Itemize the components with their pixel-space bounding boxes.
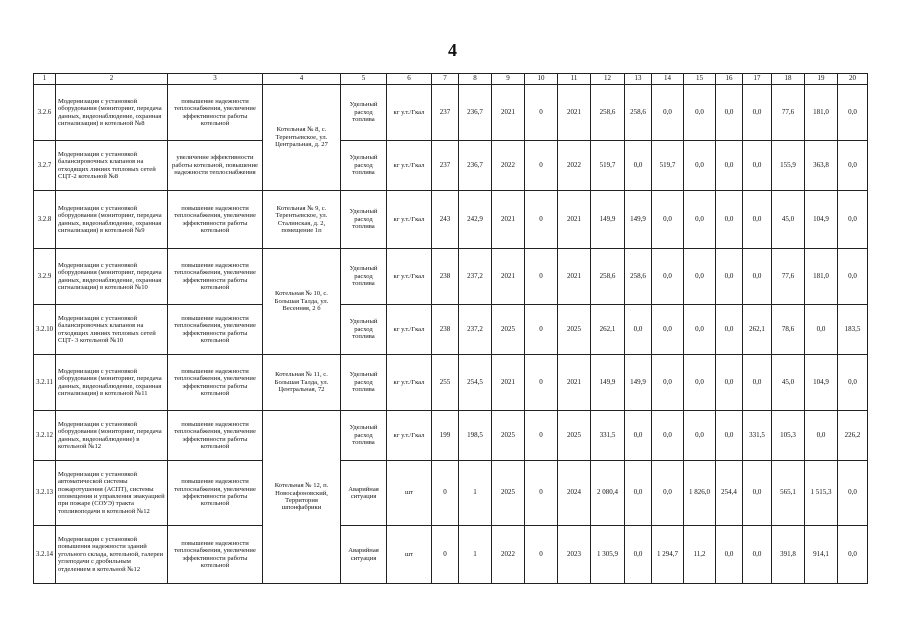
measure-goal: повышение надежности теплоснабжения, увеличение эффективности работы котельной <box>168 526 263 584</box>
header-cell: 2 <box>56 74 168 85</box>
table-row <box>34 411 868 461</box>
value-cell: 0,0 <box>625 305 652 355</box>
unit: кг у.т./Гкал <box>387 305 432 355</box>
value-cell: 255 <box>432 355 459 411</box>
value-cell: 2021 <box>492 249 525 305</box>
indicator-name: Удельный расход топлива <box>341 411 387 461</box>
value-cell: 2021 <box>492 85 525 141</box>
value-cell: 181,0 <box>805 249 838 305</box>
unit: кг у.т./Гкал <box>387 411 432 461</box>
measure-goal: повышение надежности теплоснабжения, увеличение эффективности работы котельной <box>168 191 263 249</box>
measure-goal: повышение надежности теплоснабжения, увеличение эффективности работы котельной <box>168 461 263 526</box>
value-cell: 0 <box>525 411 558 461</box>
value-cell: 363,8 <box>805 141 838 191</box>
measure-goal: увеличение эффективности работы котельной, повышение надежности теплоснабжения <box>168 141 263 191</box>
measure-description: Модернизация с установкой повышения надежности зданий угольного склада, котельной, галереи углеподачи с дробильным отделением в котельной №12 <box>56 526 168 584</box>
value-cell: 0 <box>525 141 558 191</box>
indicator-name: Удельный расход топлива <box>341 141 387 191</box>
unit: шт <box>387 526 432 584</box>
header-cell: 13 <box>625 74 652 85</box>
value-cell: 0,0 <box>684 141 716 191</box>
value-cell: 237,2 <box>459 249 492 305</box>
header-cell: 16 <box>716 74 743 85</box>
object-location: Котельная № 11, с. Большая Талда, ул. Центральная, 72 <box>263 355 341 411</box>
indicator-name: Удельный расход топлива <box>341 249 387 305</box>
value-cell: 0,0 <box>743 249 772 305</box>
value-cell: 77,6 <box>772 85 805 141</box>
value-cell: 0,0 <box>652 411 684 461</box>
value-cell: 0 <box>432 461 459 526</box>
value-cell: 0 <box>525 191 558 249</box>
value-cell: 0,0 <box>716 526 743 584</box>
row-number: 3.2.9 <box>34 249 56 305</box>
value-cell: 0,0 <box>684 355 716 411</box>
value-cell: 0,0 <box>684 305 716 355</box>
value-cell: 2021 <box>492 191 525 249</box>
value-cell: 2025 <box>492 461 525 526</box>
measure-goal: повышение надежности теплоснабжения, увеличение эффективности работы котельной <box>168 355 263 411</box>
value-cell: 0,0 <box>684 249 716 305</box>
value-cell: 0,0 <box>838 85 868 141</box>
header-cell: 15 <box>684 74 716 85</box>
value-cell: 226,2 <box>838 411 868 461</box>
value-cell: 0 <box>432 526 459 584</box>
measure-description: Модернизация с установкой автоматической системы пожаротушения (АСПТ), системы оповещения и управления эвакуацией при пожаре (СОУЭ) тракта топливоподачи в котельной №12 <box>56 461 168 526</box>
value-cell: 242,9 <box>459 191 492 249</box>
table-row <box>34 191 868 249</box>
value-cell: 2022 <box>492 141 525 191</box>
table-row <box>34 85 868 141</box>
header-cell: 19 <box>805 74 838 85</box>
value-cell: 254,4 <box>716 461 743 526</box>
row-number: 3.2.11 <box>34 355 56 411</box>
value-cell: 149,9 <box>625 191 652 249</box>
header-cell: 17 <box>743 74 772 85</box>
row-number: 3.2.6 <box>34 85 56 141</box>
measure-goal: повышение надежности теплоснабжения, увеличение эффективности работы котельной <box>168 305 263 355</box>
value-cell: 0,0 <box>652 305 684 355</box>
value-cell: 238 <box>432 305 459 355</box>
header-cell: 3 <box>168 74 263 85</box>
value-cell: 149,9 <box>625 355 652 411</box>
value-cell: 237 <box>432 85 459 141</box>
value-cell: 2021 <box>558 85 591 141</box>
value-cell: 0 <box>525 526 558 584</box>
value-cell: 2025 <box>558 305 591 355</box>
value-cell: 243 <box>432 191 459 249</box>
object-location: Котельная № 10, с. Большая Талда, ул. Весенняя, 2 б <box>263 249 341 355</box>
unit: кг у.т./Гкал <box>387 355 432 411</box>
unit: шт <box>387 461 432 526</box>
value-cell: 2021 <box>558 249 591 305</box>
value-cell: 0,0 <box>716 305 743 355</box>
unit: кг у.т./Гкал <box>387 249 432 305</box>
row-number: 3.2.10 <box>34 305 56 355</box>
table-row <box>34 249 868 305</box>
value-cell: 149,9 <box>591 191 625 249</box>
value-cell: 2021 <box>492 355 525 411</box>
value-cell: 77,6 <box>772 249 805 305</box>
value-cell: 0 <box>525 461 558 526</box>
value-cell: 2023 <box>558 526 591 584</box>
value-cell: 0 <box>525 305 558 355</box>
value-cell: 2022 <box>492 526 525 584</box>
value-cell: 238 <box>432 249 459 305</box>
header-cell: 10 <box>525 74 558 85</box>
value-cell: 2024 <box>558 461 591 526</box>
header-cell: 5 <box>341 74 387 85</box>
value-cell: 0 <box>525 85 558 141</box>
value-cell: 331,5 <box>743 411 772 461</box>
value-cell: 2 080,4 <box>591 461 625 526</box>
value-cell: 1 515,3 <box>805 461 838 526</box>
value-cell: 0,0 <box>743 526 772 584</box>
value-cell: 262,1 <box>591 305 625 355</box>
value-cell: 0,0 <box>625 526 652 584</box>
value-cell: 258,6 <box>625 249 652 305</box>
object-location: Котельная № 9, с. Терентьевское, ул. Сталинская, д. 2, помещение 1п <box>263 191 341 249</box>
measure-description: Модернизация с установкой балансировочных клапанов на отходящих линиях тепловых сетей СЦТ- 3 котельной №10 <box>56 305 168 355</box>
header-cell: 12 <box>591 74 625 85</box>
value-cell: 183,5 <box>838 305 868 355</box>
value-cell: 1 294,7 <box>652 526 684 584</box>
value-cell: 2025 <box>558 411 591 461</box>
measure-description: Модернизация с установкой оборудования (мониторинг, передача данных, видеонаблюдение) в котельной №12 <box>56 411 168 461</box>
value-cell: 2025 <box>492 305 525 355</box>
measure-description: Модернизация с установкой оборудования (мониторинг, передача данных, видеонаблюдение, охранная сигнализация) в котельной №8 <box>56 85 168 141</box>
unit: кг у.т./Гкал <box>387 141 432 191</box>
header-cell: 4 <box>263 74 341 85</box>
indicator-name: Удельный расход топлива <box>341 191 387 249</box>
header-cell: 11 <box>558 74 591 85</box>
object-location: Котельная № 8, с. Терентьевское, ул. Центральная, д. 27 <box>263 85 341 191</box>
object-location: Котельная № 12, п. Новосафоновский, Территория шпонфабрики <box>263 411 341 584</box>
value-cell: 391,8 <box>772 526 805 584</box>
value-cell: 0,0 <box>684 411 716 461</box>
row-number: 3.2.8 <box>34 191 56 249</box>
value-cell: 0,0 <box>743 461 772 526</box>
value-cell: 0,0 <box>716 191 743 249</box>
value-cell: 0 <box>525 355 558 411</box>
value-cell: 0,0 <box>838 355 868 411</box>
value-cell: 0,0 <box>652 85 684 141</box>
value-cell: 149,9 <box>591 355 625 411</box>
value-cell: 0,0 <box>684 191 716 249</box>
value-cell: 2025 <box>492 411 525 461</box>
header-cell: 9 <box>492 74 525 85</box>
table-row <box>34 526 868 584</box>
table-row <box>34 305 868 355</box>
indicator-name: Удельный расход топлива <box>341 355 387 411</box>
value-cell: 45,0 <box>772 355 805 411</box>
measure-description: Модернизация с установкой оборудования (мониторинг, передача данных, видеонаблюдение, охранная сигнализация) в котельной №10 <box>56 249 168 305</box>
value-cell: 519,7 <box>591 141 625 191</box>
value-cell: 565,1 <box>772 461 805 526</box>
value-cell: 0,0 <box>652 249 684 305</box>
measure-description: Модернизация с установкой оборудования (мониторинг, передача данных, видеонаблюдение, охранная сигнализация) в котельной №9 <box>56 191 168 249</box>
indicator-name: Удельный расход топлива <box>341 305 387 355</box>
value-cell: 254,5 <box>459 355 492 411</box>
table-row <box>34 461 868 526</box>
value-cell: 2021 <box>558 355 591 411</box>
value-cell: 0,0 <box>838 461 868 526</box>
row-number: 3.2.14 <box>34 526 56 584</box>
value-cell: 0,0 <box>838 526 868 584</box>
value-cell: 0,0 <box>652 191 684 249</box>
header-cell: 20 <box>838 74 868 85</box>
value-cell: 105,3 <box>772 411 805 461</box>
measure-goal: повышение надежности теплоснабжения, увеличение эффективности работы котельной <box>168 249 263 305</box>
unit: кг у.т./Гкал <box>387 191 432 249</box>
value-cell: 1 <box>459 526 492 584</box>
value-cell: 0,0 <box>625 461 652 526</box>
value-cell: 237,2 <box>459 305 492 355</box>
value-cell: 0,0 <box>743 141 772 191</box>
value-cell: 0,0 <box>743 85 772 141</box>
value-cell: 0,0 <box>716 249 743 305</box>
header-cell: 8 <box>459 74 492 85</box>
value-cell: 331,5 <box>591 411 625 461</box>
value-cell: 78,6 <box>772 305 805 355</box>
value-cell: 236,7 <box>459 141 492 191</box>
header-cell: 6 <box>387 74 432 85</box>
indicator-name: Аварийная ситуация <box>341 526 387 584</box>
value-cell: 2022 <box>558 141 591 191</box>
header-cell: 1 <box>34 74 56 85</box>
row-number: 3.2.13 <box>34 461 56 526</box>
value-cell: 914,1 <box>805 526 838 584</box>
measure-description: Модернизация с установкой балансировочных клапанов на отходящих линиях тепловых сетей СЦТ-2 котельной №8 <box>56 141 168 191</box>
value-cell: 262,1 <box>743 305 772 355</box>
value-cell: 0,0 <box>838 249 868 305</box>
value-cell: 181,0 <box>805 85 838 141</box>
value-cell: 199 <box>432 411 459 461</box>
value-cell: 258,6 <box>591 249 625 305</box>
indicator-name: Аварийная ситуация <box>341 461 387 526</box>
row-number: 3.2.7 <box>34 141 56 191</box>
table-row <box>34 141 868 191</box>
value-cell: 11,2 <box>684 526 716 584</box>
value-cell: 1 <box>459 461 492 526</box>
header-cell: 18 <box>772 74 805 85</box>
value-cell: 258,6 <box>591 85 625 141</box>
value-cell: 0,0 <box>838 141 868 191</box>
value-cell: 0,0 <box>805 305 838 355</box>
value-cell: 45,0 <box>772 191 805 249</box>
value-cell: 104,9 <box>805 355 838 411</box>
value-cell: 2021 <box>558 191 591 249</box>
value-cell: 0,0 <box>743 355 772 411</box>
row-number: 3.2.12 <box>34 411 56 461</box>
value-cell: 0,0 <box>838 191 868 249</box>
measure-goal: повышение надежности теплоснабжения, увеличение эффективности работы котельной <box>168 85 263 141</box>
value-cell: 519,7 <box>652 141 684 191</box>
value-cell: 0,0 <box>716 411 743 461</box>
value-cell: 0,0 <box>684 85 716 141</box>
value-cell: 0,0 <box>625 411 652 461</box>
value-cell: 155,9 <box>772 141 805 191</box>
investment-table <box>33 73 868 584</box>
measure-description: Модернизация с установкой оборудования (мониторинг, передача данных, видеонаблюдение, охранная сигнализация) в котельной №11 <box>56 355 168 411</box>
value-cell: 0,0 <box>652 461 684 526</box>
value-cell: 236,7 <box>459 85 492 141</box>
table-row <box>34 355 868 411</box>
value-cell: 0,0 <box>743 191 772 249</box>
value-cell: 0 <box>525 249 558 305</box>
value-cell: 0,0 <box>716 355 743 411</box>
value-cell: 0,0 <box>716 85 743 141</box>
value-cell: 104,9 <box>805 191 838 249</box>
value-cell: 237 <box>432 141 459 191</box>
value-cell: 258,6 <box>625 85 652 141</box>
value-cell: 0,0 <box>625 141 652 191</box>
value-cell: 1 305,9 <box>591 526 625 584</box>
measure-goal: повышение надежности теплоснабжения, увеличение эффективности работы котельной <box>168 411 263 461</box>
value-cell: 0,0 <box>716 141 743 191</box>
header-cell: 14 <box>652 74 684 85</box>
page-number: 4 <box>448 40 457 60</box>
value-cell: 0,0 <box>805 411 838 461</box>
indicator-name: Удельный расход топлива <box>341 85 387 141</box>
header-row <box>34 74 868 85</box>
unit: кг у.т./Гкал <box>387 85 432 141</box>
value-cell: 1 826,0 <box>684 461 716 526</box>
header-cell: 7 <box>432 74 459 85</box>
value-cell: 0,0 <box>652 355 684 411</box>
value-cell: 198,5 <box>459 411 492 461</box>
